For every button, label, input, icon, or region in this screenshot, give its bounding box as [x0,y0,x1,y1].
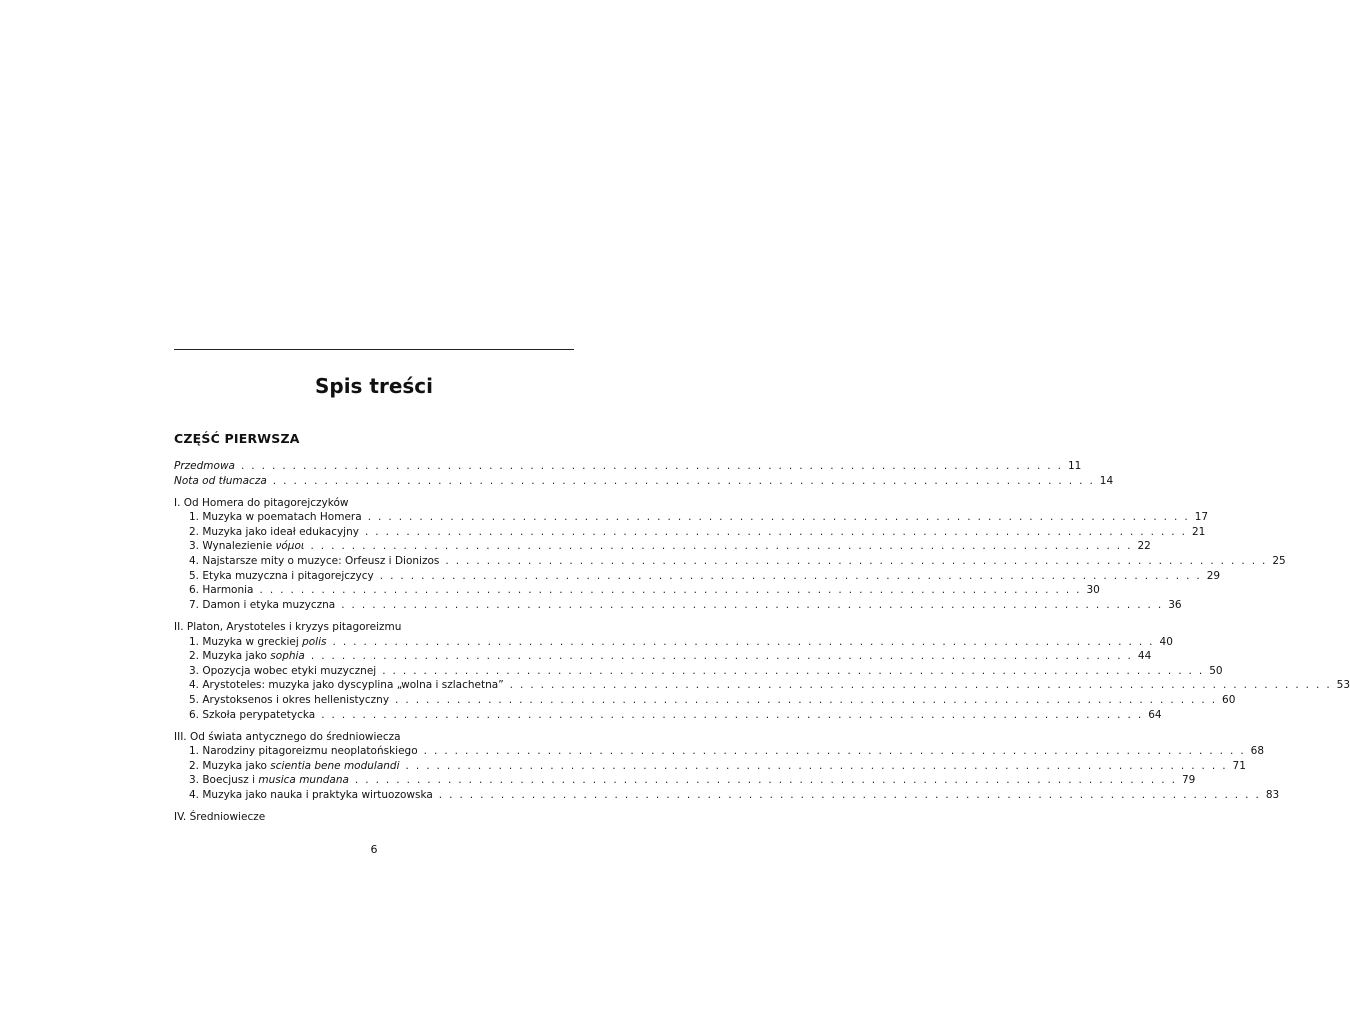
table-of-contents [174,459,1350,825]
toc-entry[interactable] [174,773,1196,788]
toc-entry[interactable] [174,664,1223,679]
dot-leader: ................................................................................ [240,460,1068,472]
toc-page-number: 50 [1209,664,1223,677]
dot-leader: ................................................................................ [445,555,1273,568]
toc-entry[interactable] [174,759,1246,774]
toc-entry-label [189,554,445,569]
section-gap [174,722,574,730]
toc-entry-label [189,539,310,554]
toc-page-number: 11 [1067,460,1082,472]
toc-entry-italic-text: sophia [270,650,305,663]
toc-entry-text: 5. Arystoksenos i okres hellenistyczny [189,693,390,706]
toc-entry-label [189,649,311,664]
toc-entry-text: 3. Wynalezienie [189,540,276,553]
toc-entry-text: 2. Muzyka jako ideał edukacyjny [189,525,359,538]
dot-leader: ................................................................................ [354,774,1182,787]
toc-entry[interactable] [174,510,1209,525]
dot-leader: ................................................................................ [321,708,1149,721]
toc-entry-text: 1. Muzyka w greckiej [189,635,303,648]
dot-leader: ................................................................................ [438,788,1266,801]
toc-entry[interactable] [174,788,1280,803]
toc-entry-label [189,583,259,598]
toc-entry-label [189,598,341,613]
dot-leader: ................................................................................ [332,635,1160,648]
toc-entry[interactable] [174,459,1082,474]
dot-leader: ................................................................................ [423,745,1251,758]
toc-entry[interactable] [174,583,1100,598]
toc-page-number: 14 [1099,474,1114,487]
toc-entry-label [189,664,382,679]
toc-page-number: 40 [1159,635,1173,648]
toc-entry[interactable] [174,708,1162,723]
dot-leader: ................................................................................ [367,511,1195,524]
toc-entry-text: 4. Arystoteles: muzyka jako dyscyplina „wolna i szlachetna” [189,679,504,692]
toc-entry-text: 7. Damon i etyka muzyczna [189,598,336,611]
section-gap [174,488,574,496]
toc-entry-text: 3. Opozycja wobec etyki muzycznej [189,664,377,677]
top-rule [174,349,574,350]
toc-section-heading[interactable]: III. Od świata antycznego do średniowiecza [174,730,401,743]
toc-entry-italic-text: νόμοι [275,540,305,553]
toc-page-number: 30 [1086,584,1100,597]
toc-entry[interactable] [174,649,1152,664]
dot-leader: ................................................................................ [259,584,1087,597]
toc-section-heading[interactable]: I. Od Homera do pitagorejczyków [174,496,349,509]
toc-entry[interactable] [174,693,1236,708]
toc-entry-label [189,708,321,723]
toc-entry-label [174,474,273,489]
toc-page-number: 71 [1232,759,1246,772]
toc-entry-label [189,678,510,693]
toc-entry-text: 2. Muzyka jako [189,759,271,772]
toc-entry[interactable] [174,525,1206,540]
dot-leader: ................................................................................ [405,759,1233,772]
toc-entry-label [189,759,406,774]
toc-entry[interactable] [174,539,1151,554]
toc-entry-label [189,510,368,525]
toc-entry-text: 1. Narodziny pitagoreizmu neoplatońskiego [189,745,418,758]
toc-entry-label [189,773,355,788]
toc-section-heading[interactable]: II. Platon, Arystoteles i kryzys pitagoreizmu [174,620,402,633]
dot-leader: ................................................................................ [310,540,1138,553]
toc-entry-italic-text: scientia bene modulandi [270,759,400,772]
toc-entry-label [189,569,380,584]
toc-page-number: 22 [1137,540,1151,553]
toc-page-number: 17 [1194,511,1209,524]
dot-leader: ................................................................................ [364,525,1192,538]
dot-leader: ................................................................................ [379,569,1207,582]
toc-entry-text: 4. Najstarsze mity o muzyce: Orfeusz i Dionizos [189,555,440,568]
toc-page-number: 25 [1272,555,1286,568]
toc-entry[interactable] [174,678,1350,693]
toc-section-heading[interactable]: IV. Średniowiecze [174,811,266,824]
toc-entry-text: 5. Etyka muzyczna i pitagorejczycy [189,569,374,582]
toc-page-number: 79 [1181,774,1196,787]
toc-entry-text: 3. Boecjusz i [189,774,259,787]
dot-leader: ................................................................................ [310,650,1138,663]
toc-entry-label [189,788,439,803]
toc-entry-text: Nota od tłumacza [174,474,267,487]
toc-entry-text: 6. Szkoła perypatetycka [189,708,316,721]
dot-leader: ................................................................................ [272,474,1100,487]
toc-entry-label [189,525,365,540]
page-title: Spis treści [314,374,434,398]
toc-page-number: 29 [1206,569,1221,582]
toc-entry[interactable] [174,554,1286,569]
toc-entry-label [189,744,424,759]
dot-leader: ................................................................................ [509,679,1337,692]
toc-entry-label [189,635,333,650]
toc-entry-text: 6. Harmonia [189,584,254,597]
toc-page-number: 44 [1137,650,1152,663]
toc-entry-italic-text: musica mundana [258,774,349,787]
toc-entry-text: 1. Muzyka w poematach Homera [189,511,362,524]
toc-page-number: 21 [1191,525,1206,538]
toc-page-number: 36 [1168,598,1182,611]
toc-entry-text: 2. Muzyka jako [189,650,271,663]
toc-entry-text: 4. Muzyka jako nauka i praktyka wirtuozowska [189,788,433,801]
dot-leader: ................................................................................ [341,598,1169,611]
toc-entry[interactable] [174,569,1221,584]
toc-page-number: 53 [1336,679,1350,692]
dot-leader: ................................................................................ [395,693,1223,706]
toc-entry-text: Przedmowa [174,460,235,472]
toc-page-number: 60 [1222,693,1236,706]
toc-entry-italic-text: polis [302,635,327,648]
toc-page-number: 83 [1265,788,1280,801]
toc-page-number: 64 [1148,708,1162,721]
toc-entry-label [174,459,241,474]
dot-leader: ................................................................................ [382,664,1210,677]
toc-entry[interactable] [174,635,1173,650]
section-gap [174,803,574,811]
part-heading: CZĘŚĆ PIERWSZA [174,431,300,446]
section-gap [174,612,574,620]
toc-entry[interactable] [174,474,1114,489]
toc-entry[interactable] [174,598,1182,613]
page-number: 6 [370,843,378,856]
toc-page-number: 68 [1250,745,1265,758]
toc-entry[interactable] [174,744,1265,759]
toc-entry-label [189,693,395,708]
